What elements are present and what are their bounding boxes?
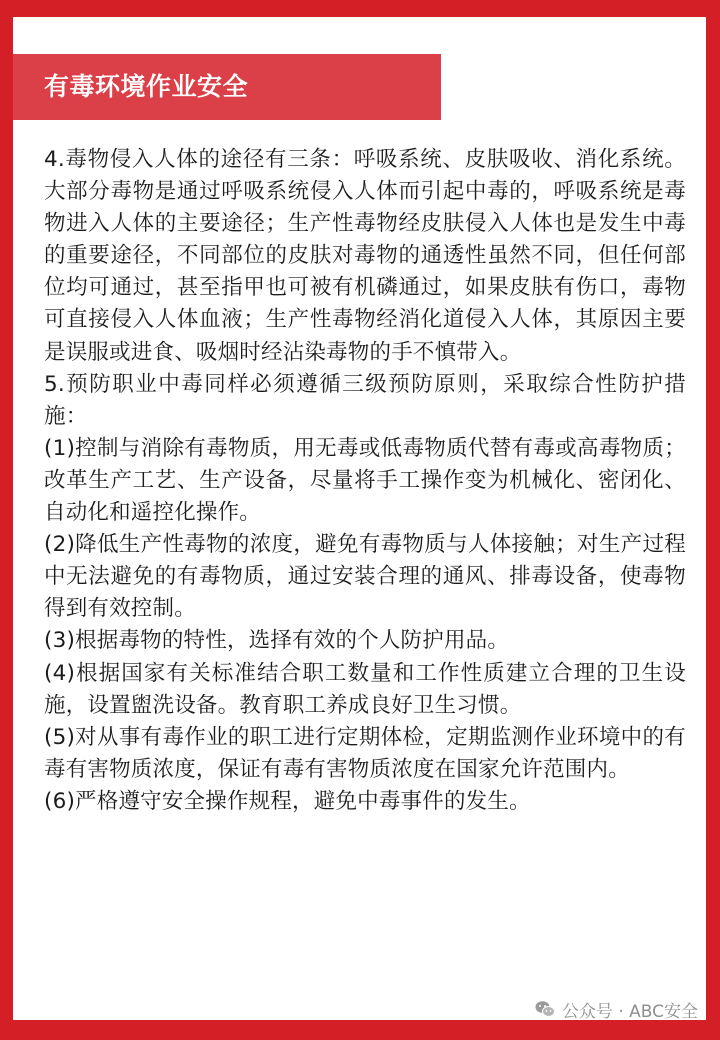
- article-body: [44, 144, 686, 818]
- wechat-icon: [534, 998, 556, 1020]
- watermark: [534, 995, 698, 1023]
- paragraph-prevention-principle: 5.预防职业中毒同样必须遵循三级预防原则，采取综合性防护措施：: [44, 371, 686, 429]
- page-title: 有毒环境作业安全: [13, 54, 441, 120]
- paragraph-measure-5: (5)对从事有毒作业的职工进行定期体检，定期监测作业环境中的有毒有害物质浓度，保证有毒有害物质浓度在国家允许范围内。: [44, 724, 686, 782]
- paragraph-intake-routes: 4.毒物侵入人体的途径有三条：呼吸系统、皮肤吸收、消化系统。大部分毒物是通过呼吸系统侵入人体而引起中毒的，呼吸系统是毒物进入人体的主要途径；生产性毒物经皮肤侵入人体也是发生中毒的重要途径，不同部位的皮肤对毒物的通透性虽然不同，但任何部位均可通过，甚至指甲也可被有机磷通过，如果皮肤有伤口，毒物可直接侵入人体血液；生产性毒物经消化道侵入人体，其原因主要是误服或进食、吸烟时经沾染毒物的手不慎带入。: [44, 147, 686, 365]
- paragraph-measure-2: (2)降低生产性毒物的浓度，避免有毒物质与人体接触；对生产过程中无法避免的有毒物质，通过安装合理的通风、排毒设备，使毒物得到有效控制。: [44, 532, 686, 622]
- paragraph-measure-1: (1)控制与消除有毒物质，用无毒或低毒物质代替有毒或高毒物质；改革生产工艺、生产设备，尽量将手工操作变为机械化、密闭化、自动化和遥控化操作。: [44, 435, 686, 526]
- paragraph-measure-6: (6)严格遵守安全操作规程，避免中毒事件的发生。: [44, 788, 531, 814]
- paragraph-measure-3: (3)根据毒物的特性，选择有效的个人防护用品。: [44, 628, 510, 654]
- watermark-text: 公众号 · ABC安全: [561, 1001, 698, 1022]
- paragraph-measure-4: (4)根据国家有关标准结合职工数量和工作性质建立合理的卫生设施，设置盥洗设备。教育职工养成良好卫生习惯。: [44, 660, 686, 718]
